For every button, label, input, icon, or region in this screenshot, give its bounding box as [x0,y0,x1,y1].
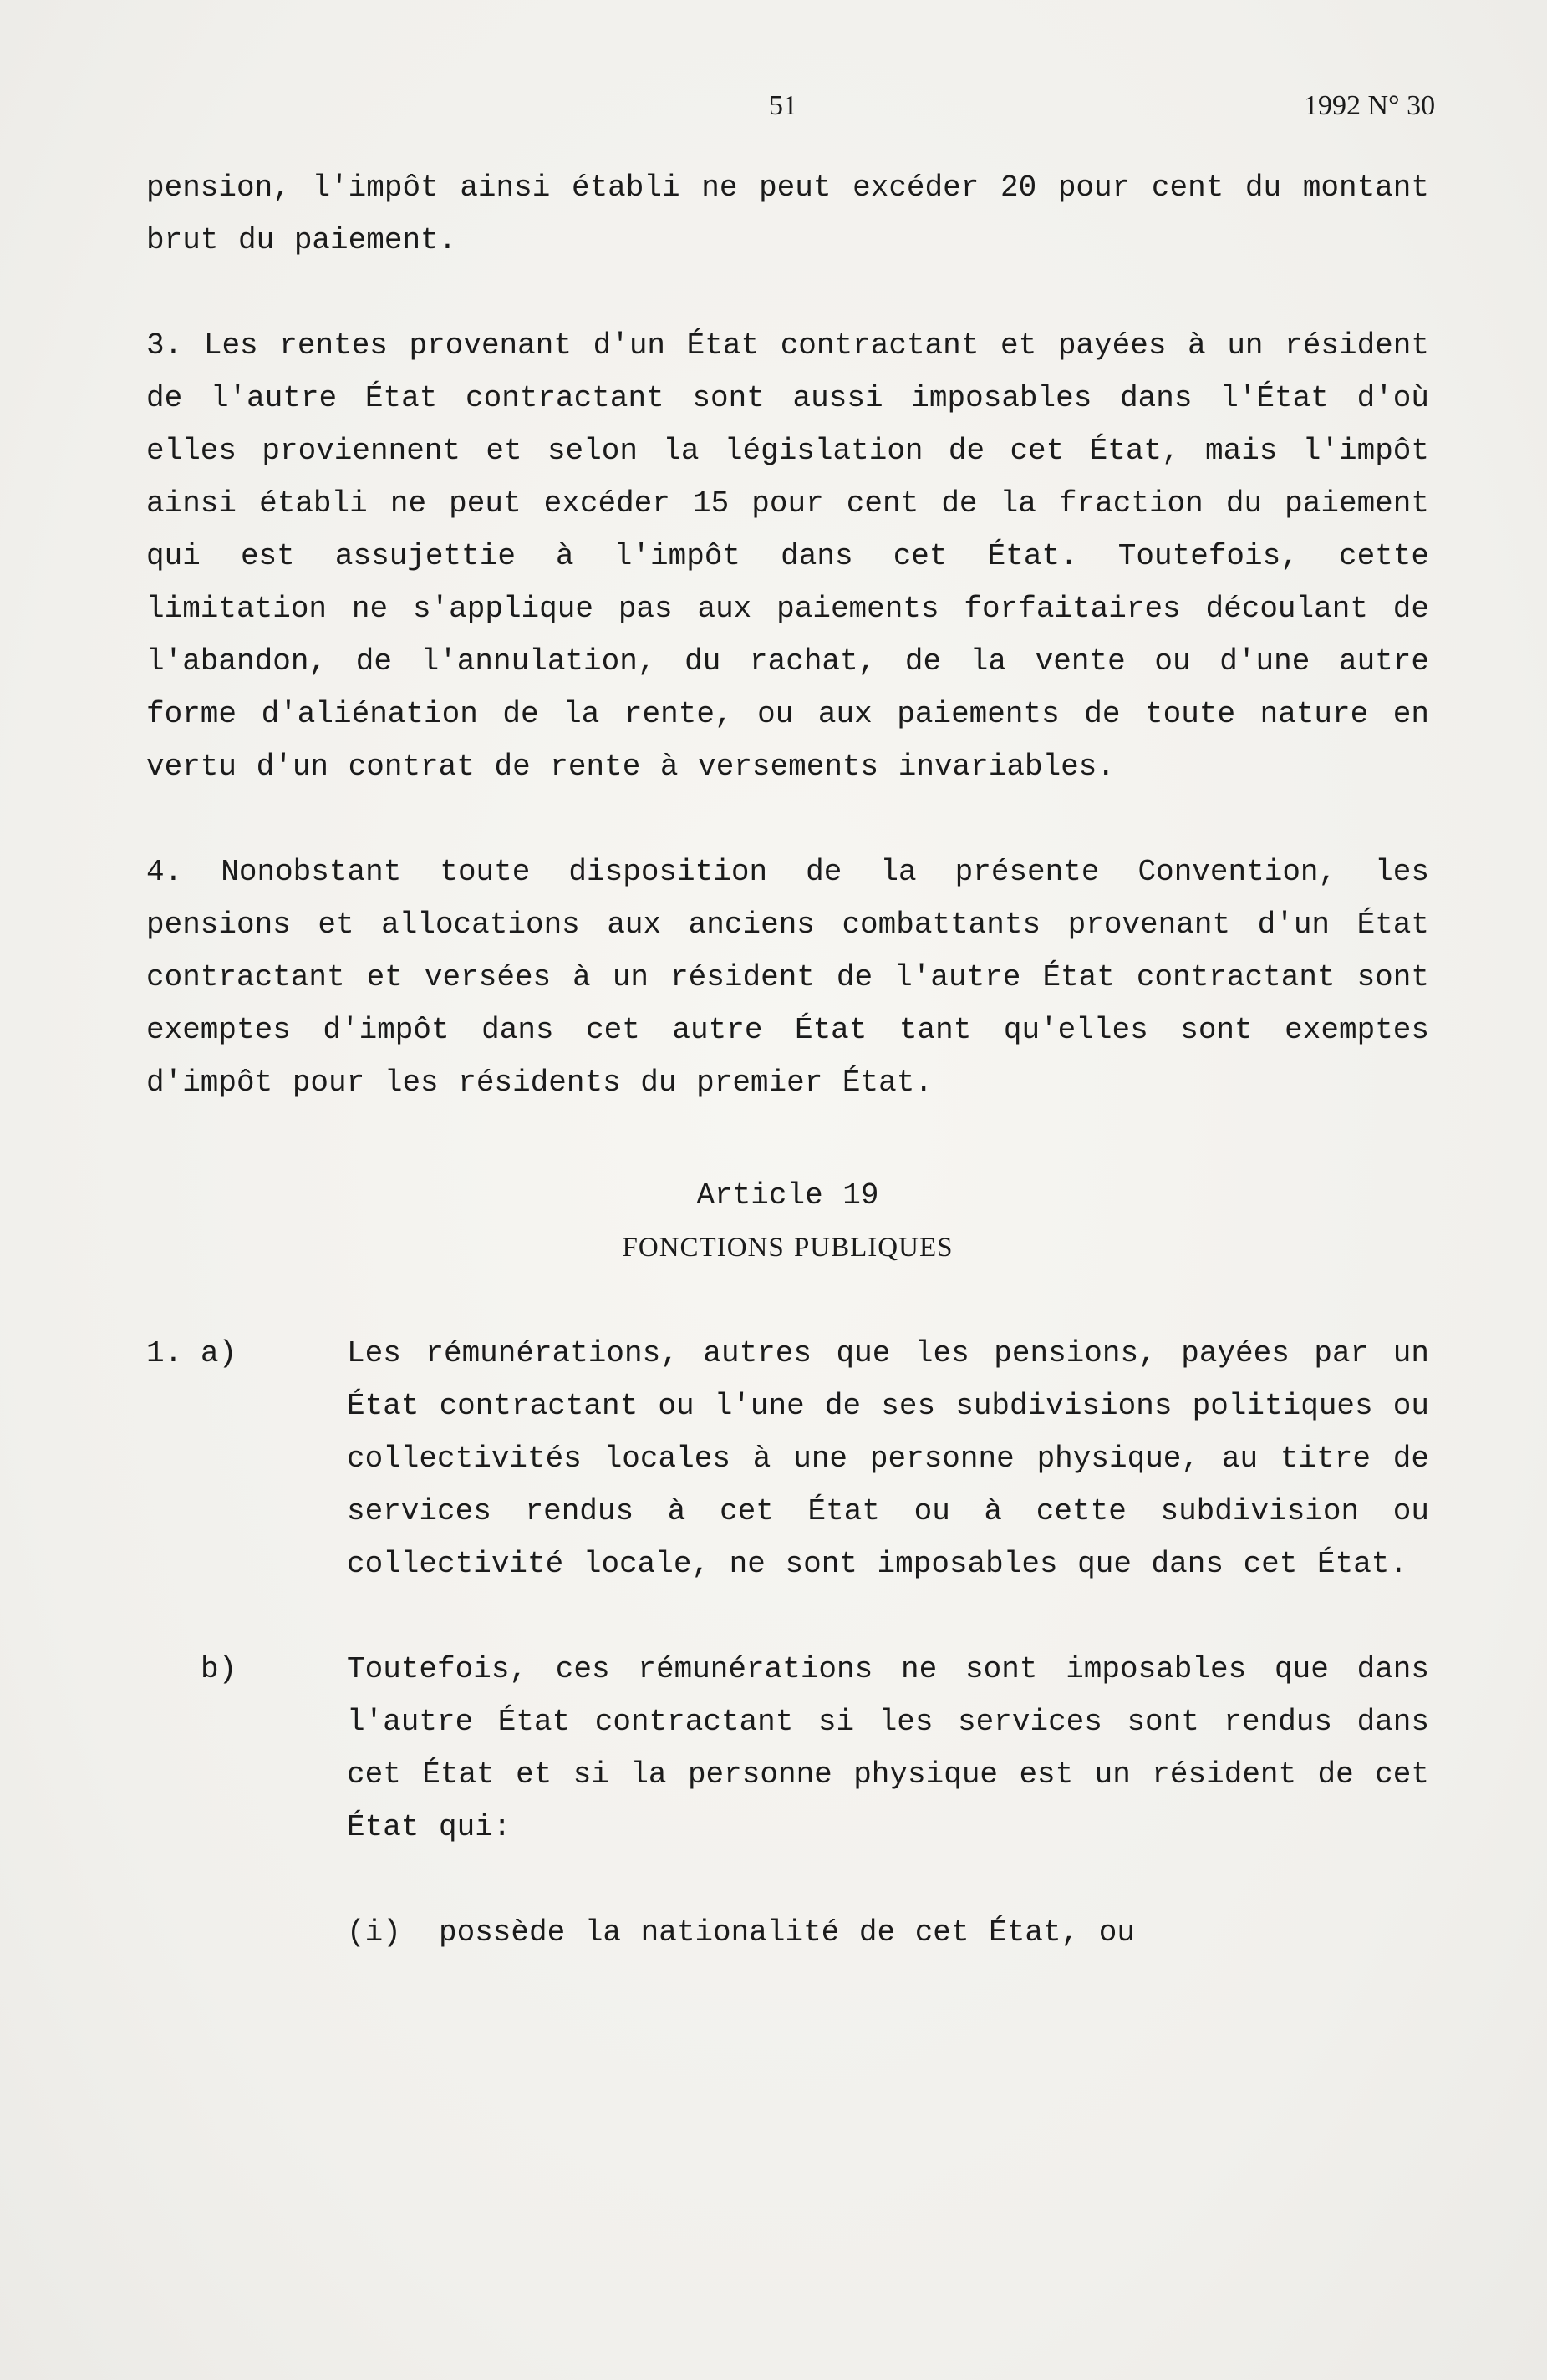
article-heading: Article 19 [696,1178,879,1213]
item-1a-text: Les rémunérations, autres que les pensions, payées par un État contractant ou l'une de ses subdivisions politiques ou collectivités locales à une personne physique, au titre de services rendus à cet État ou à cette subdivision ou collectivité locale, ne sont imposables que dans cet État. [347,1336,1429,1581]
item-1b-i [146,1906,1429,1959]
roman-label: (i) [347,1915,401,1950]
paragraph-intro: pension, l'impôt ainsi établi ne peut excéder 20 pour cent du montant brut du paiement. [146,170,1429,257]
item-number: 1. [146,1336,183,1371]
page-number: 51 [769,90,797,121]
article-title: FONCTIONS PUBLIQUES [622,1233,954,1263]
journal-reference: 1992 N° 30 [1304,90,1436,121]
subitem-label: a) [201,1336,237,1371]
paragraph-3: 3. Les rentes provenant d'un État contractant et payées à un résident de l'autre État contractant sont aussi imposables dans l'État d'où elles proviennent et selon la législation de cet État, mais l'impôt ainsi établi ne peut excéder 15 pour cent de la fraction du paiement qui est assujettie à l'impôt dans cet État. Toutefois, cette limitation ne s'applique pas aux paiements forfaitaires découlant de l'abandon, de l'annulation, du rachat, de la vente ou d'une autre forme d'aliénation de la rente, ou aux paiements de toute nature en vertu d'un contrat de rente à versements invariables. [146,328,1429,784]
item-1b [146,1643,1429,1854]
show-through-background [159,114,1463,136]
item-1b-i-text: possède la nationalité de cet État, ou [439,1915,1135,1950]
subitem-label: b) [201,1652,237,1686]
document-body [146,161,1429,1959]
item-1b-text: Toutefois, ces rémunérations ne sont imposables que dans l'autre État contractant si les services sont rendus dans cet État et si la personne physique est un résident de cet État qui: [347,1652,1429,1844]
item-1a [146,1327,1429,1590]
paragraph-4: 4. Nonobstant toute disposition de la présente Convention, les pensions et allocations aux anciens combattants provenant d'un État contractant et versées à un résident de l'autre État contractant sont exemptes d'impôt dans cet autre État tant qu'elles sont exemptes d'impôt pour les résidents du premier État. [146,855,1429,1100]
